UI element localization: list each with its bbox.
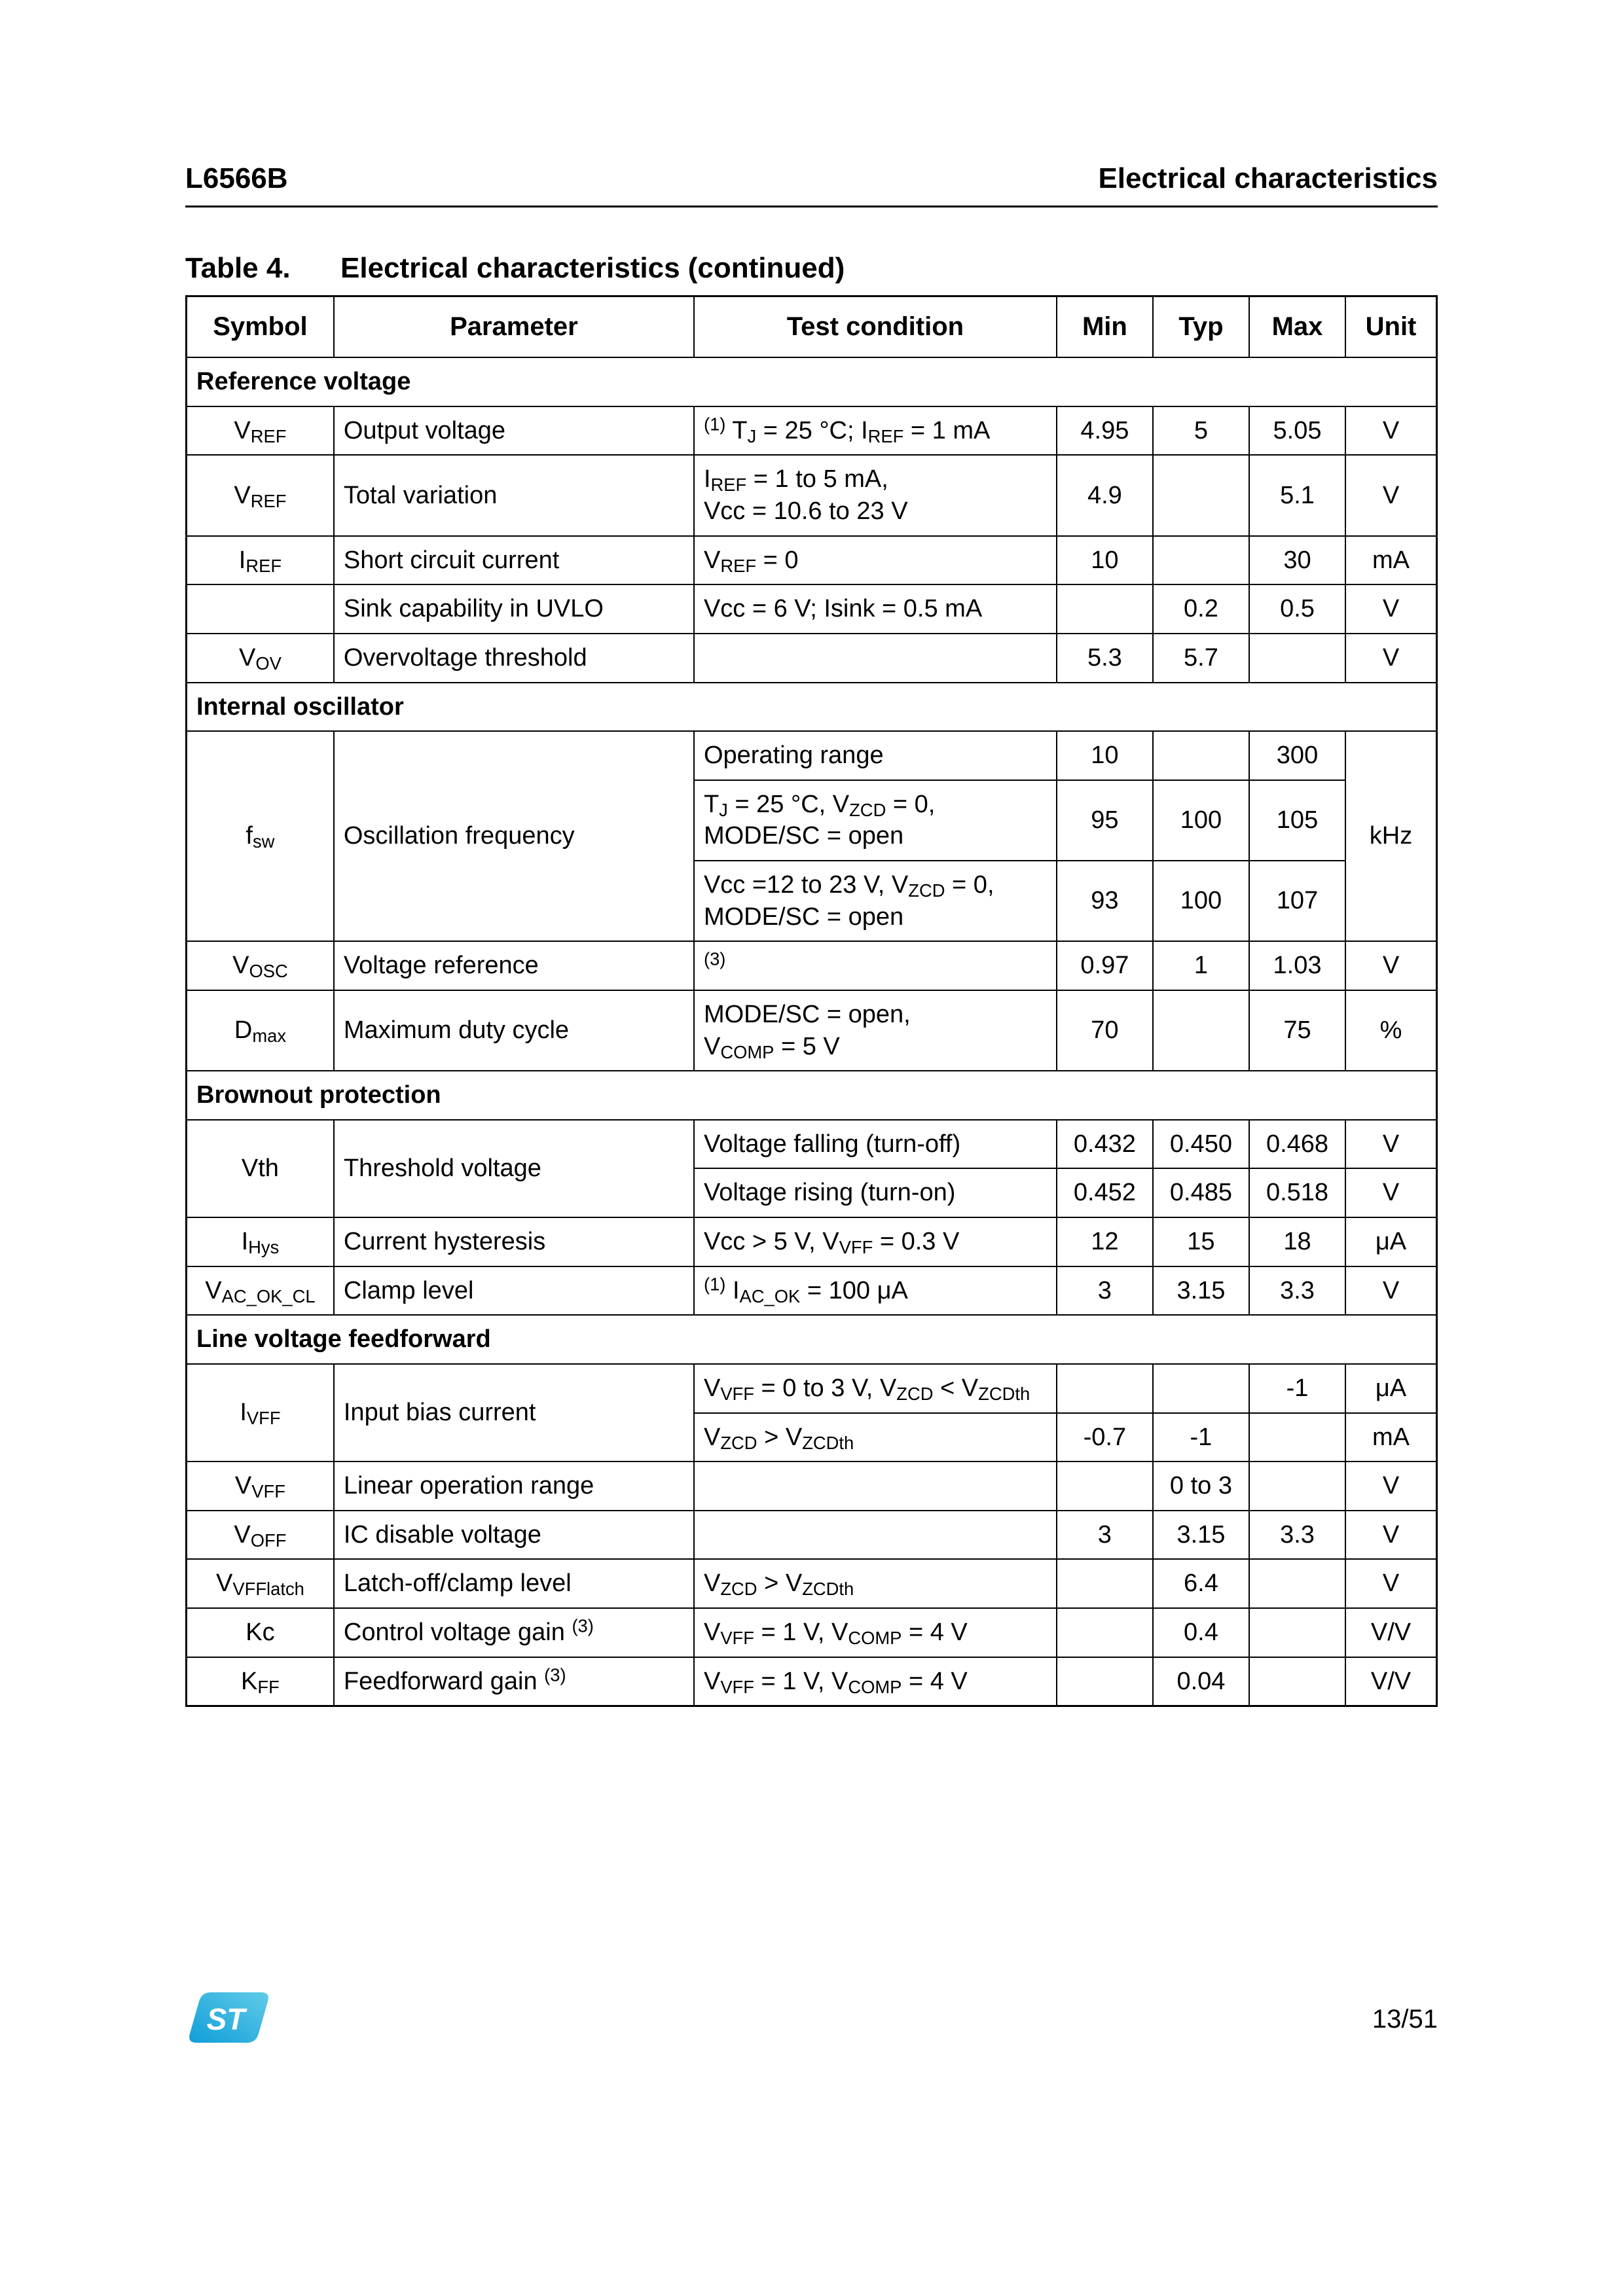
cell-typ [1153, 536, 1249, 585]
table-row [187, 1217, 1437, 1266]
table-row [187, 584, 1437, 634]
cell-typ [1153, 455, 1249, 535]
cell-unit: μA [1345, 1217, 1436, 1266]
table-row [187, 1559, 1437, 1608]
cell-parameter: Linear operation range [334, 1462, 694, 1511]
cell-symbol: $D_{max}$ [187, 990, 334, 1071]
cell-max: 3.3 [1249, 1266, 1345, 1316]
cell-min: 93 [1057, 861, 1153, 941]
table-row [187, 536, 1437, 585]
cell-test-condition: $V_{VFF} = 1$ V, $V_{COMP} = 4$ V [694, 1608, 1057, 1657]
cell-unit: μA [1345, 1364, 1436, 1413]
cell-min: 12 [1057, 1217, 1153, 1266]
table-row [187, 1364, 1437, 1413]
cell-max [1249, 1657, 1345, 1706]
cell-symbol: $V_{VFFlatch}$ [187, 1559, 334, 1608]
cell-parameter: Sink capability in UVLO [334, 584, 694, 634]
cell-test-condition: (3) [694, 941, 1057, 990]
cell-max: 3.3 [1249, 1511, 1345, 1560]
section-row [187, 683, 1437, 732]
cell-max: 105 [1249, 780, 1345, 861]
table-row [187, 634, 1437, 683]
cell-max [1249, 634, 1345, 683]
cell-max [1249, 1559, 1345, 1608]
cell-min: 3 [1057, 1266, 1153, 1316]
cell-unit: V [1345, 941, 1436, 990]
table-row [187, 1608, 1437, 1657]
cell-parameter: Output voltage [334, 406, 694, 456]
cell-parameter: Input bias current [334, 1364, 694, 1462]
cell-unit: V [1345, 634, 1436, 683]
cell-max: 1.03 [1249, 941, 1345, 990]
cell-unit: V [1345, 455, 1436, 535]
page-header [185, 162, 1438, 207]
cell-test-condition: Vcc = 6 V; Isink = 0.5 mA [694, 584, 1057, 634]
cell-unit: kHz [1345, 731, 1436, 941]
table-row [187, 941, 1437, 990]
cell-test-condition: Operating range [694, 731, 1057, 780]
cell-unit: V [1345, 1168, 1436, 1217]
cell-max: 0.518 [1249, 1168, 1345, 1217]
cell-symbol: $V_{OV}$ [187, 634, 334, 683]
cell-unit: V [1345, 1266, 1436, 1316]
cell-min: 0.452 [1057, 1168, 1153, 1217]
cell-typ: 6.4 [1153, 1559, 1249, 1608]
cell-symbol: Kc [187, 1608, 334, 1657]
cell-typ: 0 to 3 [1153, 1462, 1249, 1511]
cell-parameter: Voltage reference [334, 941, 694, 990]
cell-symbol: $V_{REF}$ [187, 455, 334, 535]
cell-max: 300 [1249, 731, 1345, 780]
table-header-row [187, 296, 1437, 358]
cell-parameter: Maximum duty cycle [334, 990, 694, 1071]
cell-symbol: $I_{VFF}$ [187, 1364, 334, 1462]
cell-symbol: $f_{sw}$ [187, 731, 334, 941]
page-content [185, 162, 1438, 1707]
cell-test-condition: $^{(1)}$ $T_J = 25$ °C; $I_{REF} = 1$ mA [694, 406, 1057, 456]
cell-parameter: Feedforward gain $^{(3)}$ [334, 1657, 694, 1706]
st-logo [185, 1990, 272, 2049]
cell-symbol: $V_{REF}$ [187, 406, 334, 456]
cell-min [1057, 1608, 1153, 1657]
cell-test-condition: $I_{REF} = 1$ to 5 mA, Vcc = 10.6 to 23 V [694, 455, 1057, 535]
table-row [187, 1511, 1437, 1560]
table-row [187, 1462, 1437, 1511]
cell-typ: 0.485 [1153, 1168, 1249, 1217]
cell-min [1057, 584, 1153, 634]
column-header-max: Max [1249, 296, 1345, 358]
cell-max: 5.1 [1249, 455, 1345, 535]
cell-parameter: Current hysteresis [334, 1217, 694, 1266]
cell-unit: V [1345, 584, 1436, 634]
cell-parameter: Threshold voltage [334, 1120, 694, 1217]
cell-min: -0.7 [1057, 1413, 1153, 1462]
cell-unit: V [1345, 1120, 1436, 1169]
cell-parameter: IC disable voltage [334, 1511, 694, 1560]
cell-parameter: Overvoltage threshold [334, 634, 694, 683]
cell-typ [1153, 1364, 1249, 1413]
table-caption-title: Electrical characteristics (continued) [340, 252, 845, 284]
electrical-characteristics-table [185, 295, 1438, 1707]
cell-unit: V [1345, 406, 1436, 456]
cell-test-condition: $V_{REF} = 0$ [694, 536, 1057, 585]
section-title: Brownout protection [187, 1071, 1437, 1120]
st-logo-icon [185, 1990, 272, 2046]
cell-symbol: $K_{FF}$ [187, 1657, 334, 1706]
cell-min: 95 [1057, 780, 1153, 861]
cell-unit: mA [1345, 1413, 1436, 1462]
cell-min: 0.432 [1057, 1120, 1153, 1169]
cell-unit: V [1345, 1511, 1436, 1560]
cell-parameter: Oscillation frequency [334, 731, 694, 941]
cell-test-condition [694, 634, 1057, 683]
cell-min: 0.97 [1057, 941, 1153, 990]
cell-symbol: $V_{VFF}$ [187, 1462, 334, 1511]
cell-max: 30 [1249, 536, 1345, 585]
cell-unit: V [1345, 1559, 1436, 1608]
table-row [187, 1657, 1437, 1706]
cell-symbol: $V_{OFF}$ [187, 1511, 334, 1560]
cell-min: 10 [1057, 536, 1153, 585]
cell-symbol: Vth [187, 1120, 334, 1217]
doc-id: L6566B [185, 162, 288, 194]
cell-max: 5.05 [1249, 406, 1345, 456]
cell-max: 18 [1249, 1217, 1345, 1266]
cell-unit: mA [1345, 536, 1436, 585]
table-row [187, 406, 1437, 456]
cell-symbol: $V_{OSC}$ [187, 941, 334, 990]
cell-test-condition [694, 1462, 1057, 1511]
cell-test-condition: Vcc =12 to 23 V, $V_{ZCD} = 0$, MODE/SC = open [694, 861, 1057, 941]
cell-min [1057, 1559, 1153, 1608]
cell-parameter: Clamp level [334, 1266, 694, 1316]
page-number: 13/51 [1372, 2005, 1438, 2034]
cell-typ [1153, 731, 1249, 780]
section-title: Line voltage feedforward [187, 1315, 1437, 1364]
column-header-test-condition: Test condition [694, 296, 1057, 358]
cell-typ: 3.15 [1153, 1511, 1249, 1560]
table-caption [185, 252, 1438, 285]
cell-max [1249, 1413, 1345, 1462]
cell-test-condition: $T_J = 25$ °C, $V_{ZCD} = 0$, MODE/SC = open [694, 780, 1057, 861]
cell-unit: % [1345, 990, 1436, 1071]
column-header-typ: Typ [1153, 296, 1249, 358]
cell-test-condition: $V_{ZCD} > V_{ZCDth}$ [694, 1559, 1057, 1608]
table-row [187, 455, 1437, 535]
cell-max: 107 [1249, 861, 1345, 941]
table-row [187, 1266, 1437, 1316]
cell-min [1057, 1462, 1153, 1511]
cell-min: 4.9 [1057, 455, 1153, 535]
table-row [187, 990, 1437, 1071]
cell-test-condition: $V_{ZCD} > V_{ZCDth}$ [694, 1413, 1057, 1462]
cell-typ [1153, 990, 1249, 1071]
cell-min [1057, 1364, 1153, 1413]
cell-typ: 100 [1153, 780, 1249, 861]
cell-typ: -1 [1153, 1413, 1249, 1462]
cell-typ: 3.15 [1153, 1266, 1249, 1316]
cell-parameter: Short circuit current [334, 536, 694, 585]
cell-test-condition: $^{(1)}$ $I_{AC\_OK} = 100$ μA [694, 1266, 1057, 1316]
cell-unit: V/V [1345, 1657, 1436, 1706]
header-section-title: Electrical characteristics [1098, 162, 1438, 194]
cell-symbol: $I_{Hys}$ [187, 1217, 334, 1266]
cell-parameter: Total variation [334, 455, 694, 535]
cell-min: 10 [1057, 731, 1153, 780]
cell-test-condition: Voltage rising (turn-on) [694, 1168, 1057, 1217]
cell-min [1057, 1657, 1153, 1706]
cell-unit: V [1345, 1462, 1436, 1511]
cell-max: 0.468 [1249, 1120, 1345, 1169]
cell-typ: 0.2 [1153, 584, 1249, 634]
cell-typ: 0.4 [1153, 1608, 1249, 1657]
section-row [187, 357, 1437, 406]
cell-typ: 5 [1153, 406, 1249, 456]
column-header-unit: Unit [1345, 296, 1436, 358]
cell-typ: 100 [1153, 861, 1249, 941]
cell-typ: 0.04 [1153, 1657, 1249, 1706]
cell-test-condition [694, 1511, 1057, 1560]
st-logo-text: ST [206, 2002, 246, 2036]
cell-max: 0.5 [1249, 584, 1345, 634]
cell-test-condition: $V_{VFF} = 1$ V, $V_{COMP} = 4$ V [694, 1657, 1057, 1706]
cell-typ: 1 [1153, 941, 1249, 990]
cell-typ: 0.450 [1153, 1120, 1249, 1169]
section-row [187, 1071, 1437, 1120]
cell-parameter: Latch-off/clamp level [334, 1559, 694, 1608]
column-header-parameter: Parameter [334, 296, 694, 358]
column-header-symbol: Symbol [187, 296, 334, 358]
cell-symbol: $V_{AC\_OK\_CL}$ [187, 1266, 334, 1316]
cell-symbol: $I_{REF}$ [187, 536, 334, 585]
cell-min: 4.95 [1057, 406, 1153, 456]
table-row [187, 1120, 1437, 1169]
cell-max: -1 [1249, 1364, 1345, 1413]
cell-max: 75 [1249, 990, 1345, 1071]
cell-max [1249, 1608, 1345, 1657]
cell-parameter: Control voltage gain $^{(3)}$ [334, 1608, 694, 1657]
section-title: Internal oscillator [187, 683, 1437, 732]
cell-min: 3 [1057, 1511, 1153, 1560]
cell-max [1249, 1462, 1345, 1511]
page-footer [185, 1990, 1438, 2049]
cell-unit: V/V [1345, 1608, 1436, 1657]
cell-typ: 5.7 [1153, 634, 1249, 683]
cell-min: 70 [1057, 990, 1153, 1071]
column-header-min: Min [1057, 296, 1153, 358]
section-title: Reference voltage [187, 357, 1437, 406]
cell-symbol [187, 584, 334, 634]
cell-test-condition: $V_{VFF} = 0$ to 3 V, $V_{ZCD} < V_{ZCDth}$ [694, 1364, 1057, 1413]
cell-test-condition: Vcc > 5 V, $V_{VFF} = 0.3$ V [694, 1217, 1057, 1266]
cell-test-condition: Voltage falling (turn-off) [694, 1120, 1057, 1169]
cell-typ: 15 [1153, 1217, 1249, 1266]
cell-test-condition: MODE/SC = open, $V_{COMP} = 5$ V [694, 990, 1057, 1071]
table-caption-label: Table 4. [185, 252, 291, 284]
section-row [187, 1315, 1437, 1364]
table-row [187, 731, 1437, 780]
cell-min: 5.3 [1057, 634, 1153, 683]
